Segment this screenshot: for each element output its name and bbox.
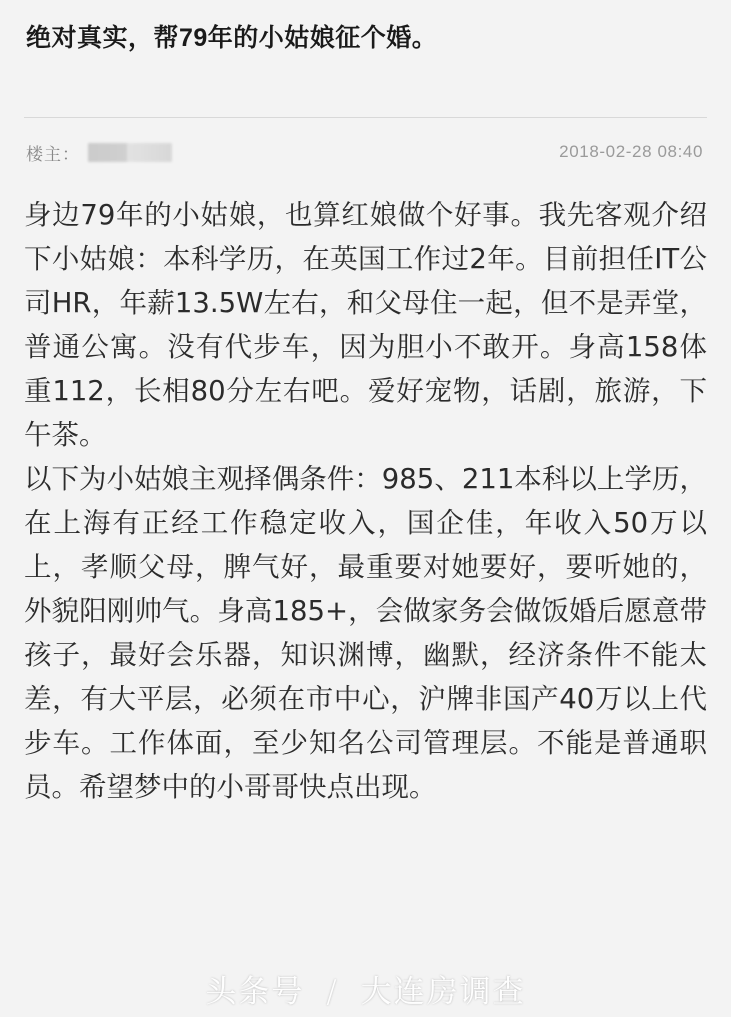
post-paragraph-1: 身边79年的小姑娘，也算红娘做个好事。我先客观介绍下小姑娘：本科学历，在英国工作过2年。目前担任IT公司HR，年薪13.5W左右，和父母住一起，但不是弄堂，普通公寓。没有代步车，因为胆小不敢开。身高158体重112，长相80分左右吧。爱好宠物，话剧，旅游，下午茶。 bbox=[24, 198, 707, 451]
post-meta bbox=[22, 140, 709, 165]
watermark-right-text: 大连房调查 bbox=[360, 974, 526, 1010]
page-title: 绝对真实，帮79年的小姑娘征个婚。 bbox=[26, 24, 438, 52]
poster-name-redacted bbox=[88, 143, 172, 162]
post-timestamp: 2018-02-28 08:40 bbox=[559, 142, 703, 161]
poster-info bbox=[26, 140, 172, 165]
watermark bbox=[0, 966, 731, 1011]
watermark-separator: / bbox=[326, 974, 339, 1010]
watermark-left-text: 头条号 bbox=[205, 974, 305, 1010]
poster-label: 楼主： bbox=[26, 144, 80, 164]
post-body bbox=[22, 193, 709, 809]
post-paragraph-2: 以下为小姑娘主观择偶条件：985、211本科以上学历，在上海有正经工作稳定收入，国企佳，年收入50万以上，孝顺父母，脾气好，最重要对她要好，要听她的，外貌阳刚帅气。身高185+，会做家务会做饭婚后愿意带孩子，最好会乐器，知识渊博，幽默，经济条件不能太差，有大平层，必须在市中心，沪牌非国产40万以上代步车。工作体面，至少知名公司管理层。不能是普通职员。希望梦中的小哥哥快点出现。 bbox=[24, 462, 707, 803]
header-divider bbox=[24, 117, 707, 118]
